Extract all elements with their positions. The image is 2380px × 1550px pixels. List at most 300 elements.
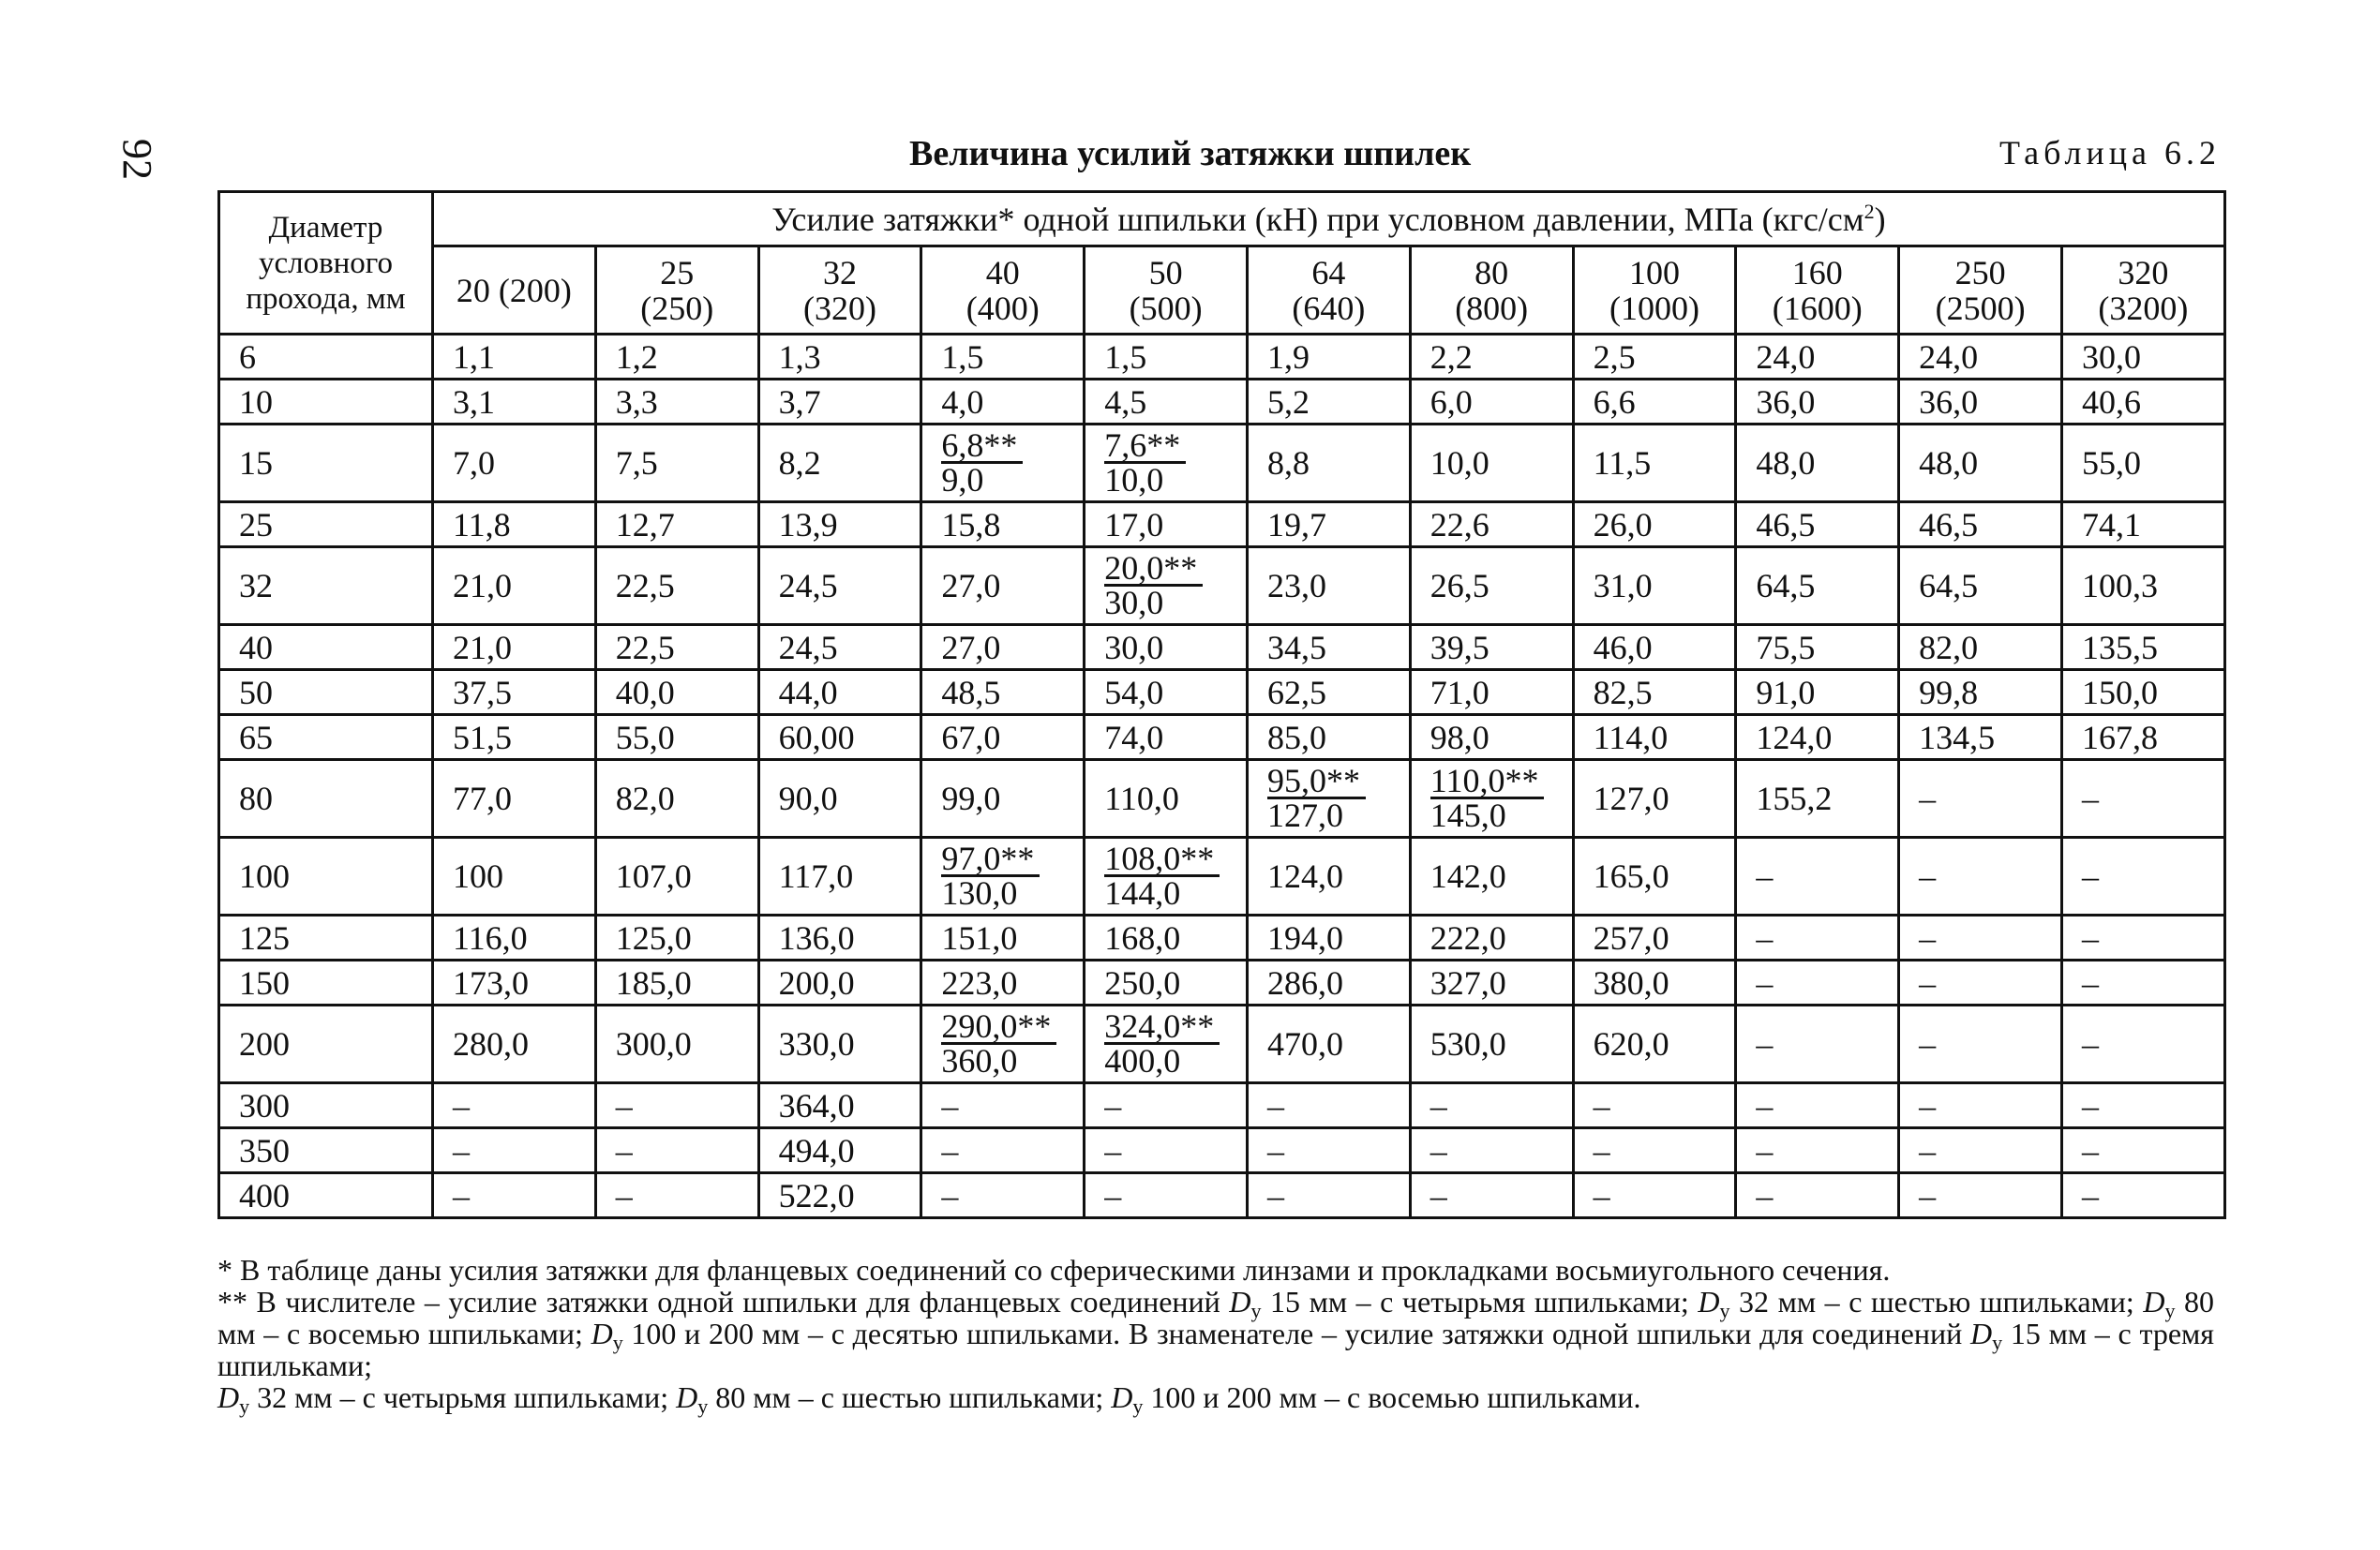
value-cell: – — [2061, 1006, 2224, 1083]
pressure-mpa: 40 — [985, 253, 1020, 291]
value-cell: – — [1736, 1128, 1899, 1173]
footnote-3-part: 80 мм – с шестью шпильками; — [708, 1380, 1112, 1414]
value-cell: – — [921, 1083, 1085, 1128]
value-cell: 124,0 — [1736, 715, 1899, 760]
value-cell: 82,0 — [595, 760, 758, 838]
value-cell: 91,0 — [1736, 670, 1899, 715]
value-cell: – — [921, 1128, 1085, 1173]
fraction-value — [1104, 426, 1186, 499]
value-cell: 11,5 — [1573, 425, 1736, 502]
pressure-mpa: 250 — [1954, 253, 2006, 291]
value-cell: 151,0 — [921, 916, 1085, 961]
value-cell: 470,0 — [1247, 1006, 1410, 1083]
value-cell: 8,2 — [758, 425, 921, 502]
table-row — [219, 335, 2225, 380]
pressure-header — [758, 246, 921, 335]
value-cell: – — [433, 1083, 596, 1128]
value-cell: 21,0 — [433, 547, 596, 625]
table-row — [219, 1173, 2225, 1218]
value-cell: 24,0 — [1736, 335, 1899, 380]
numerator: 6,8** — [941, 429, 1023, 464]
value-cell: 107,0 — [595, 838, 758, 916]
value-cell: 82,5 — [1573, 670, 1736, 715]
value-cell: 39,5 — [1410, 625, 1573, 670]
numerator: 108,0** — [1104, 842, 1220, 877]
footnote-2-part: 15 мм – с тремя шпильками; — [217, 1317, 2215, 1382]
value-cell: 19,7 — [1247, 502, 1410, 547]
value-cell: 85,0 — [1247, 715, 1410, 760]
dy-subscript: у — [239, 1394, 250, 1418]
denominator: 400,0 — [1104, 1042, 1181, 1080]
table-row — [219, 425, 2225, 502]
pressure-kgs: (250) — [640, 289, 714, 327]
diameter-cell: 400 — [219, 1173, 433, 1218]
dy-subscript: у — [612, 1331, 623, 1354]
fraction-value — [1429, 762, 1545, 834]
value-cell: 24,0 — [1899, 335, 2062, 380]
value-cell: 23,0 — [1247, 547, 1410, 625]
pressure-header — [1410, 246, 1573, 335]
value-cell: 22,6 — [1410, 502, 1573, 547]
value-cell: 64,5 — [1899, 547, 2062, 625]
value-cell: 117,0 — [758, 838, 921, 916]
value-cell: 100,3 — [2061, 547, 2224, 625]
value-cell: 380,0 — [1573, 961, 1736, 1006]
value-cell: 99,8 — [1899, 670, 2062, 715]
value-cell: 46,5 — [1736, 502, 1899, 547]
value-cell: 330,0 — [758, 1006, 921, 1083]
pressure-mpa: 160 — [1791, 253, 1843, 291]
table-row — [219, 715, 2225, 760]
value-cell: – — [1899, 1083, 2062, 1128]
value-cell: – — [1573, 1173, 1736, 1218]
value-cell: 1,5 — [1085, 335, 1248, 380]
value-cell: 55,0 — [2061, 425, 2224, 502]
value-cell: 3,7 — [758, 380, 921, 425]
value-cell: 82,0 — [1899, 625, 2062, 670]
value-cell: 124,0 — [1247, 838, 1410, 916]
pressure-kgs: (320) — [803, 289, 876, 327]
value-cell: – — [433, 1173, 596, 1218]
table-row — [219, 547, 2225, 625]
diameter-cell: 80 — [219, 760, 433, 838]
value-cell: 2,2 — [1410, 335, 1573, 380]
footnote-2 — [217, 1286, 2214, 1381]
value-cell: 64,5 — [1736, 547, 1899, 625]
diameter-cell: 125 — [219, 916, 433, 961]
pressure-kgs: (400) — [965, 289, 1040, 327]
diameter-cell: 65 — [219, 715, 433, 760]
value-cell — [1085, 547, 1248, 625]
dy-symbol: D — [676, 1380, 698, 1414]
value-cell: 125,0 — [595, 916, 758, 961]
pressure-kgs: (1000) — [1609, 289, 1699, 327]
pressure-header — [433, 246, 596, 335]
value-cell: 17,0 — [1085, 502, 1248, 547]
table-row — [219, 670, 2225, 715]
value-cell: 364,0 — [758, 1083, 921, 1128]
table-row — [219, 838, 2225, 916]
table-row — [219, 1083, 2225, 1128]
value-cell: – — [1085, 1128, 1248, 1173]
pressure-mpa: 32 — [822, 253, 857, 291]
table-row — [219, 625, 2225, 670]
value-cell: 110,0 — [1085, 760, 1248, 838]
dy-symbol: D — [2143, 1285, 2165, 1319]
value-cell: – — [2061, 838, 2224, 916]
value-cell: – — [595, 1083, 758, 1128]
value-cell: – — [595, 1173, 758, 1218]
value-cell: 24,5 — [758, 547, 921, 625]
value-cell: 223,0 — [921, 961, 1085, 1006]
value-cell: 5,2 — [1247, 380, 1410, 425]
value-cell: 114,0 — [1573, 715, 1736, 760]
footnote-2-part: 100 и 200 мм – с десятью шпильками. В знаменателе – усилие затяжки одной шпильки для соединений — [622, 1317, 1970, 1350]
pressure-mpa: 100 — [1628, 253, 1680, 291]
dy-symbol: D — [1111, 1380, 1133, 1414]
value-cell: 54,0 — [1085, 670, 1248, 715]
table-row — [219, 961, 2225, 1006]
value-cell: 116,0 — [433, 916, 596, 961]
value-cell: 127,0 — [1573, 760, 1736, 838]
dy-symbol: D — [1698, 1285, 1720, 1319]
dy-symbol: D — [1229, 1285, 1251, 1319]
value-cell: 40,0 — [595, 670, 758, 715]
value-cell: – — [1899, 838, 2062, 916]
value-cell: 46,0 — [1573, 625, 1736, 670]
diameter-cell: 40 — [219, 625, 433, 670]
value-cell: 37,5 — [433, 670, 596, 715]
pressure-kgs: (800) — [1455, 289, 1529, 327]
value-cell: – — [1573, 1128, 1736, 1173]
value-cell: 142,0 — [1410, 838, 1573, 916]
value-cell: 6,6 — [1573, 380, 1736, 425]
value-cell: – — [1573, 1083, 1736, 1128]
dy-subscript: у — [697, 1394, 709, 1418]
diameter-cell: 6 — [219, 335, 433, 380]
pressure-header — [1899, 246, 2062, 335]
value-cell: 327,0 — [1410, 961, 1573, 1006]
value-cell: 62,5 — [1247, 670, 1410, 715]
value-cell: – — [1899, 1006, 2062, 1083]
value-cell: 155,2 — [1736, 760, 1899, 838]
value-cell: – — [1899, 1173, 2062, 1218]
value-cell: 48,0 — [1736, 425, 1899, 502]
numerator: 110,0** — [1430, 765, 1545, 799]
force-header-suffix: ) — [1874, 200, 1886, 238]
value-cell — [1085, 1006, 1248, 1083]
pressure-kgs: (1600) — [1772, 289, 1863, 327]
value-cell: 27,0 — [921, 547, 1085, 625]
value-cell: 21,0 — [433, 625, 596, 670]
diameter-cell: 200 — [219, 1006, 433, 1083]
value-cell: 74,0 — [1085, 715, 1248, 760]
fraction-value — [1104, 1007, 1220, 1080]
tightening-force-table — [217, 190, 2226, 1219]
pressure-kgs: (3200) — [2098, 289, 2189, 327]
value-cell: 100 — [433, 838, 596, 916]
denominator: 360,0 — [941, 1042, 1018, 1080]
value-cell: 250,0 — [1085, 961, 1248, 1006]
value-cell: 194,0 — [1247, 916, 1410, 961]
value-cell — [1247, 760, 1410, 838]
numerator: 20,0** — [1104, 552, 1203, 587]
pressure-header — [1573, 246, 1736, 335]
page-number: 92 — [114, 139, 160, 180]
value-cell: 8,8 — [1247, 425, 1410, 502]
value-cell: 4,0 — [921, 380, 1085, 425]
value-cell: 22,5 — [595, 625, 758, 670]
value-cell: 74,1 — [2061, 502, 2224, 547]
pressure-kgs: (500) — [1129, 289, 1203, 327]
value-cell: 257,0 — [1573, 916, 1736, 961]
pressure-header — [921, 246, 1085, 335]
diameter-cell: 15 — [219, 425, 433, 502]
denominator: 127,0 — [1266, 797, 1343, 834]
table-row — [219, 1128, 2225, 1173]
value-cell: – — [1247, 1083, 1410, 1128]
value-cell: – — [921, 1173, 1085, 1218]
value-cell: – — [1899, 760, 2062, 838]
value-cell: – — [1899, 1128, 2062, 1173]
value-cell: 75,5 — [1736, 625, 1899, 670]
denominator: 10,0 — [1104, 461, 1164, 499]
value-cell: 136,0 — [758, 916, 921, 961]
value-cell — [1085, 838, 1248, 916]
value-cell: 27,0 — [921, 625, 1085, 670]
pressure-header — [1736, 246, 1899, 335]
value-cell: – — [1736, 838, 1899, 916]
value-cell — [1410, 760, 1573, 838]
value-cell: 200,0 — [758, 961, 921, 1006]
value-cell: – — [1247, 1128, 1410, 1173]
footnote-1: * В таблице даны усилия затяжки для фланцевых соединений со сферическими линзами и прокладками восьмиугольного сечения. — [217, 1253, 1891, 1287]
diameter-cell: 300 — [219, 1083, 433, 1128]
value-cell: – — [2061, 1083, 2224, 1128]
diameter-cell: 100 — [219, 838, 433, 916]
value-cell: 51,5 — [433, 715, 596, 760]
footnote-2-part: 80 мм – с восемью шпильками; — [217, 1285, 2215, 1350]
pressure-kgs: (640) — [1292, 289, 1366, 327]
fraction-value — [941, 840, 1040, 912]
value-cell: – — [595, 1128, 758, 1173]
value-cell: 7,0 — [433, 425, 596, 502]
footnote-3 — [217, 1380, 2214, 1418]
value-cell: 620,0 — [1573, 1006, 1736, 1083]
dy-symbol: D — [217, 1380, 240, 1414]
diameter-cell: 50 — [219, 670, 433, 715]
pressure-mpa: 20 (200) — [456, 271, 572, 309]
value-cell: – — [2061, 1173, 2224, 1218]
value-cell: 26,0 — [1573, 502, 1736, 547]
value-cell: 71,0 — [1410, 670, 1573, 715]
force-header-sup: 2 — [1864, 199, 1875, 223]
value-cell: 135,5 — [2061, 625, 2224, 670]
value-cell: – — [1736, 961, 1899, 1006]
table-row — [219, 916, 2225, 961]
value-cell: – — [1899, 961, 2062, 1006]
diameter-cell: 150 — [219, 961, 433, 1006]
value-cell: 48,0 — [1899, 425, 2062, 502]
value-cell: 44,0 — [758, 670, 921, 715]
value-cell: 286,0 — [1247, 961, 1410, 1006]
table-title: Величина усилий затяжки шпилек — [909, 134, 1472, 173]
value-cell: 6,0 — [1410, 380, 1573, 425]
value-cell: – — [2061, 1128, 2224, 1173]
numerator: 324,0** — [1104, 1010, 1220, 1045]
fraction-value — [941, 426, 1023, 499]
value-cell: – — [1085, 1083, 1248, 1128]
pressure-mpa: 80 — [1474, 253, 1509, 291]
table-row — [219, 760, 2225, 838]
footnote-3-part: 100 и 200 мм – с восемью шпильками. — [1143, 1380, 1641, 1414]
diameter-header: Диаметр условного прохода, мм — [219, 192, 433, 335]
diameter-cell: 32 — [219, 547, 433, 625]
value-cell: 300,0 — [595, 1006, 758, 1083]
value-cell: – — [1736, 916, 1899, 961]
value-cell: 3,3 — [595, 380, 758, 425]
numerator: 7,6** — [1104, 429, 1186, 464]
denominator: 144,0 — [1104, 874, 1181, 912]
table-row — [219, 502, 2225, 547]
value-cell: 67,0 — [921, 715, 1085, 760]
value-cell: 12,7 — [595, 502, 758, 547]
value-cell: 36,0 — [1736, 380, 1899, 425]
pressure-header — [1085, 246, 1248, 335]
value-cell: 522,0 — [758, 1173, 921, 1218]
footnote-2-part: 32 мм – с шестью шпильками; — [1729, 1285, 2144, 1319]
footnote-2-part: 15 мм – с четырьмя шпильками; — [1261, 1285, 1699, 1319]
value-cell: 40,6 — [2061, 380, 2224, 425]
value-cell: 30,0 — [1085, 625, 1248, 670]
fraction-value — [1104, 549, 1203, 621]
value-cell: 98,0 — [1410, 715, 1573, 760]
value-cell: – — [1736, 1083, 1899, 1128]
value-cell: 10,0 — [1410, 425, 1573, 502]
value-cell: 15,8 — [921, 502, 1085, 547]
denominator: 9,0 — [941, 461, 984, 499]
value-cell: 36,0 — [1899, 380, 2062, 425]
dy-symbol: D — [591, 1317, 613, 1350]
value-cell: 3,1 — [433, 380, 596, 425]
value-cell: 7,5 — [595, 425, 758, 502]
pressure-mpa: 320 — [2118, 253, 2169, 291]
value-cell: 13,9 — [758, 502, 921, 547]
value-cell: 46,5 — [1899, 502, 2062, 547]
value-cell: – — [1899, 916, 2062, 961]
pressure-header — [1247, 246, 1410, 335]
value-cell: – — [1410, 1128, 1573, 1173]
pressure-header — [595, 246, 758, 335]
value-cell: – — [2061, 916, 2224, 961]
value-cell — [921, 838, 1085, 916]
value-cell: 1,2 — [595, 335, 758, 380]
denominator: 30,0 — [1104, 584, 1164, 621]
diameter-cell: 10 — [219, 380, 433, 425]
value-cell: 168,0 — [1085, 916, 1248, 961]
value-cell: 185,0 — [595, 961, 758, 1006]
table-row — [219, 380, 2225, 425]
dy-subscript: у — [2164, 1299, 2176, 1322]
pressure-kgs: (2500) — [1935, 289, 2026, 327]
value-cell: 494,0 — [758, 1128, 921, 1173]
value-cell: – — [1410, 1083, 1573, 1128]
fraction-value — [941, 1007, 1056, 1080]
pressure-mpa: 64 — [1311, 253, 1346, 291]
fraction-value — [1266, 762, 1366, 834]
value-cell: 30,0 — [2061, 335, 2224, 380]
value-cell: – — [2061, 961, 2224, 1006]
value-cell: 280,0 — [433, 1006, 596, 1083]
table-label: Таблица 6.2 — [1999, 134, 2221, 171]
dy-subscript: у — [1992, 1331, 2003, 1354]
value-cell: 134,5 — [1899, 715, 2062, 760]
value-cell — [921, 425, 1085, 502]
value-cell: 1,3 — [758, 335, 921, 380]
dy-subscript: у — [1132, 1394, 1144, 1418]
value-cell: 530,0 — [1410, 1006, 1573, 1083]
value-cell: 77,0 — [433, 760, 596, 838]
value-cell: – — [1247, 1173, 1410, 1218]
value-cell: 1,9 — [1247, 335, 1410, 380]
dy-symbol: D — [1970, 1317, 1993, 1350]
value-cell: 24,5 — [758, 625, 921, 670]
diameter-cell: 25 — [219, 502, 433, 547]
value-cell: 34,5 — [1247, 625, 1410, 670]
value-cell: 222,0 — [1410, 916, 1573, 961]
value-cell: 55,0 — [595, 715, 758, 760]
value-cell: 31,0 — [1573, 547, 1736, 625]
footnote-2-part: ** В числителе – усилие затяжки одной шпильки для фланцевых соединений — [217, 1285, 1230, 1319]
value-cell — [1085, 425, 1248, 502]
value-cell: 1,5 — [921, 335, 1085, 380]
dy-subscript: у — [1719, 1299, 1730, 1322]
pressure-mpa: 50 — [1148, 253, 1183, 291]
footnote-3-part: 32 мм – с четырьмя шпильками; — [249, 1380, 677, 1414]
footnotes — [217, 1253, 2215, 1418]
value-cell: 173,0 — [433, 961, 596, 1006]
value-cell: – — [433, 1128, 596, 1173]
pressure-mpa: 25 — [660, 253, 695, 291]
value-cell: – — [1736, 1173, 1899, 1218]
value-cell: – — [2061, 760, 2224, 838]
table-row — [219, 1006, 2225, 1083]
numerator: 95,0** — [1267, 765, 1366, 799]
value-cell: 22,5 — [595, 547, 758, 625]
value-cell: 48,5 — [921, 670, 1085, 715]
fraction-value — [1104, 840, 1220, 912]
value-cell: 150,0 — [2061, 670, 2224, 715]
numerator: 290,0** — [941, 1010, 1056, 1045]
dy-subscript: у — [1250, 1299, 1262, 1322]
force-header — [433, 192, 2225, 246]
value-cell: 11,8 — [433, 502, 596, 547]
value-cell: 4,5 — [1085, 380, 1248, 425]
value-cell: 99,0 — [921, 760, 1085, 838]
pressure-header — [2061, 246, 2224, 335]
value-cell: – — [1410, 1173, 1573, 1218]
value-cell: 1,1 — [433, 335, 596, 380]
value-cell: 90,0 — [758, 760, 921, 838]
denominator: 145,0 — [1429, 797, 1506, 834]
diameter-cell: 350 — [219, 1128, 433, 1173]
value-cell: – — [1085, 1173, 1248, 1218]
denominator: 130,0 — [941, 874, 1018, 912]
value-cell: 167,8 — [2061, 715, 2224, 760]
value-cell — [921, 1006, 1085, 1083]
value-cell: 2,5 — [1573, 335, 1736, 380]
force-header-text: Усилие затяжки* одной шпильки (кН) при условном давлении, МПа (кгс/см — [771, 200, 1864, 238]
